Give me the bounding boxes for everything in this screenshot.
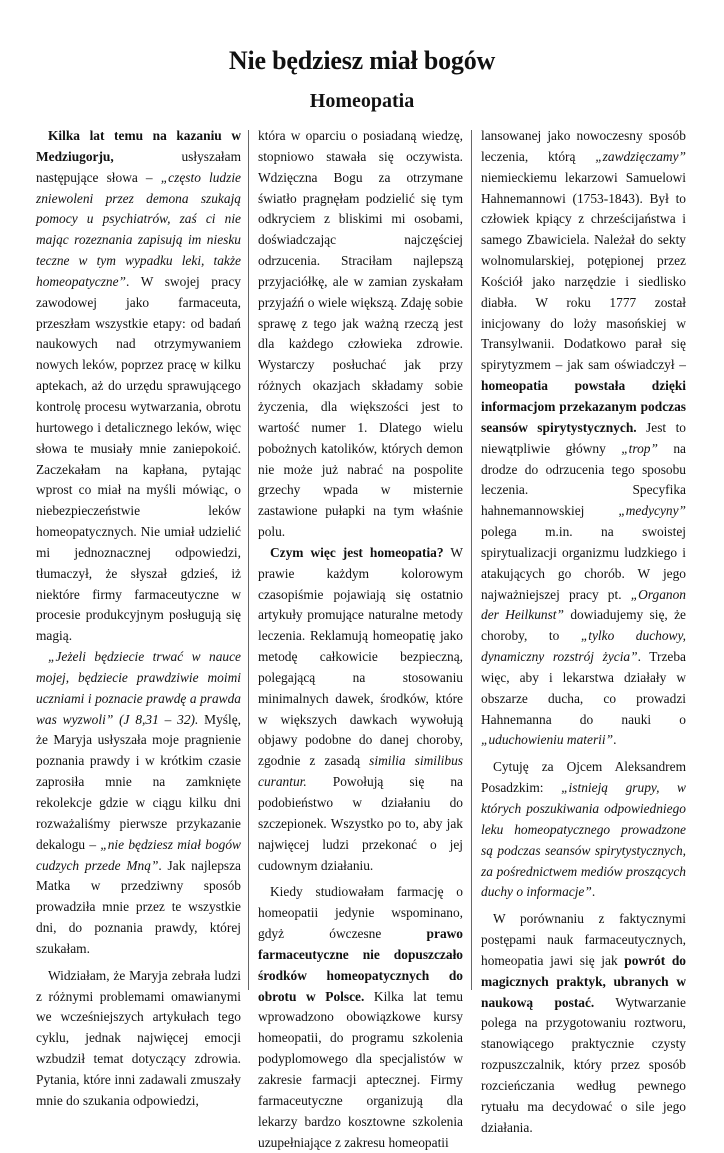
bible-quote-italic: „Jeżeli będziecie trwać w nauce mojej, będziecie prawdziwie moimi uczniami i poznacie prawdę a prawda was wyzwoli” (J 8,31 – 32). <box>36 649 241 727</box>
article-subtitle: Homeopatia <box>309 90 415 112</box>
paragraph: Kilka lat temu na kazaniu w Medziugorju, usłyszałam następujące słowa – „często ludzie zniewoleni przez demona szukają pomocy u psychiatrów, zaś ci nie mając rozeznania zapisują im niesku teczne w tym wypadku leki, także homeopatyczne”. W swojej pracy zawodowej jako farmaceuta, przeszłam wszystkie etapy: od badań naukowych nad otrzymywaniem nowych leków, poprzez pracę w kilku aptekach, aż do urzędu sprawującego kontrolę procesu wytwarzania, obrotu hurtowego i detalicznego leków, więc słowa te musiały mnie zaniepokoić. Zaczekałam na kapłana, pytając wprost co miał na myśli mówiąc, o niebezpieczeństwie leków homeopatycznych. Nie umiał udzielić mi jednoznacznej odpowiedzi, tłumaczył, że słyszał gdzieś, iż niektóre firmy farmaceutyczne w procesie produkcyjnym posługują się magią. <box>36 128 241 644</box>
column-3 <box>481 126 686 1139</box>
paragraph: Kiedy studiowałam farmację o homeopatii jedynie wspominano, gdyż ówczesne prawo farmaceutyczne nie dopuszczało środków homeopatycznych do obrotu w Polsce. Kilka lat temu wprowadzono obowiązkowe kursy homeopatii, do programu szkolenia podyplomowego dla specjalistów w zakresie farmacji aptecznej. Firmy farmaceutyczne organizują dla lekarzy bardzo kosztowne szkolenia uzupełniające z zakresu homeopatii <box>258 884 463 1150</box>
paragraph: która w oparciu o posiadaną wiedzę, stopniowo stawała się oczywista. Wdzięczna Bogu za otrzymane światło pragnęłam podzielić się tym odkryciem z bliskimi mi osobami, doświadczając najczęściej odrzucenia. Straciłam najlepszą przyjaciółkę, ale w zamian zyskałam przyjaźń o wiele większą. Zdaję sobie sprawę z tego jak ważną rzeczą jest dla każdego człowieka zdrowie. Wystarczy posłuchać jak przy różnych okazjach składamy sobie życzenia, dla większości jest to wartość numer 1. Dlatego wielu pobożnych katolików, których demon nie może już nabrać na pospolite grzechy wpada w misternie zastawione pułapki na tym właśnie polu. <box>258 128 463 540</box>
paragraph: lansowanej jako nowoczesny sposób leczenia, którą „zawdzięczamy” niemieckiemu lekarzowi Samuelowi Hahnemannowi (1753-1843). Był to człowiek kpiący z chrześcijaństwa i samego Zbawiciela. Należał do sekty wolnomularskiej, potępionej przez Kościół jako narzędzie i siedlisko diabła. W roku 1777 został inicjowany do loży masońskiej w Transylwanii. Dodatkowo parał się spirytyzmem – jak sam oświadczył – homeopatia powstała dzięki informacjom przekazanym podczas seansów spirytystycznych. Jest to niewątpliwie główny „trop” na drodze do odrzucenia tego sposobu leczenia. Specyfika hahnemannowskiej „medycyny” polega m.in. na swoistej spirytualizacji organizmu ludzkiego i atakujących go chorób. W jego najważniejszej pracy pt. „Organon der Heilkunst” dowiadujemy się, że choroby, to „tylko duchowy, dynamiczny rozstrój życia”. Trzeba więc, aby i lekarstwa działały w obszarze ducha, co prowadzi Hahnemanna do nauki o „uduchowieniu materii”. <box>481 128 687 748</box>
column-divider-2 <box>471 130 472 990</box>
paragraph: W porównaniu z faktycznymi postępami nauk farmaceutycznych, homeopatia jawi się jak powrót do magicznych praktyk, ubranych w naukową postać. Wytwarzanie polega na przygotowaniu roztworu, stanowiącego praktycznie czysty rozpuszczalnik, który przez sposób rozcieńczania według pewnego rytuału ma decydować o sile jego działania. <box>481 911 686 1135</box>
emphasis-bold: prawo farmaceutyczne nie dopuszczało środków homeopatycznych do obrotu w Polsce. <box>258 926 463 1004</box>
article-title: Nie będziesz miał bogów <box>228 46 496 75</box>
quote-italic: „istnieją grupy, w których poszukiwania odpowiedniego leku homeopatycznego prowadzone są podczas seansów spirytystycznych, za pośrednictwem mediów proszących duchy o informacje” <box>481 780 686 900</box>
emphasis-bold: homeopatia powstała dzięki informacjom przekazanym podczas seansów spirytystycznych. <box>481 378 686 435</box>
latin-phrase-italic: similia similibus curantur. <box>258 753 464 790</box>
paragraph: Widziałam, że Maryja zebrała ludzi z różnymi problemami omawianymi we wcześniejszych artykułach tego cyklu, jednak najwięcej emocji wzbudził temat dotyczący zdrowia. Pytania, które inni zadawali zmuszały mnie do szukania odpowiedzi, <box>36 967 241 1108</box>
paragraph: „Jeżeli będziecie trwać w nauce mojej, będziecie prawdziwie moimi uczniami i poznacie prawdę a prawda was wyzwoli” (J 8,31 – 32). Myślę, że Maryja usłyszała moje pragnienie poznania prawdy i w krótkim czasie zaprosiła mnie na zamknięte rekolekcje gdzie w ciągu kilku dni rozważaliśmy pierwsze przykazanie dekalogu – „nie będziesz miał bogów cudzych przede Mną”. Jak najlepsza Matka w przedziwny sposób prowadziła mnie przez te wszystkie dni, do poznania prawdy, której szukałam. <box>36 649 241 956</box>
quote-italic: „nie będziesz miał bogów cudzych przede Mną” <box>36 836 241 873</box>
column-divider-1 <box>248 130 249 990</box>
paragraph: Cytuję za Ojcem Aleksandrem Posadzkim: „istnieją grupy, w których poszukiwania odpowiedniego leku homeopatycznego prowadzone są podczas seansów spirytystycznych, za pośrednictwem mediów proszących duchy o informacje”. <box>481 759 686 900</box>
emphasis-bold: powrót do magicznych praktyk, ubranych w naukową postać. <box>481 952 686 1010</box>
quote-italic: „często ludzie zniewoleni przez demona szukają pomocy u psychiatrów, zaś ci nie mając rozeznania zapisują im niesku teczne w tym wypadku leki, także homeopatyczne” <box>36 169 241 289</box>
section-heading-bold: Czym więc jest homeopatia? <box>270 544 444 560</box>
column-2 <box>258 126 463 1153</box>
paragraph: Czym więc jest homeopatia? W prawie każdym kolorowym czasopiśmie pojawiają się ostatnio artykuły promujące naturalne metody leczenia. Reklamują homeopatię jako metodę całkowicie bezpieczną, polegającą na stosowaniu minimalnych dawek, środków, które w większych dawkach wywołują objawy podobne do danej choroby, zgodnie z zasadą similia similibus curantur. Powołują się na podobieństwo w działaniu do szczepionek. Wszystko po to, aby jak najwięcej ludzi przekonać o jej cudownym działaniu. <box>258 544 464 873</box>
lead-in-bold: Kilka lat temu na kazaniu w Medziugorju, <box>36 128 241 164</box>
column-1 <box>36 126 241 1112</box>
